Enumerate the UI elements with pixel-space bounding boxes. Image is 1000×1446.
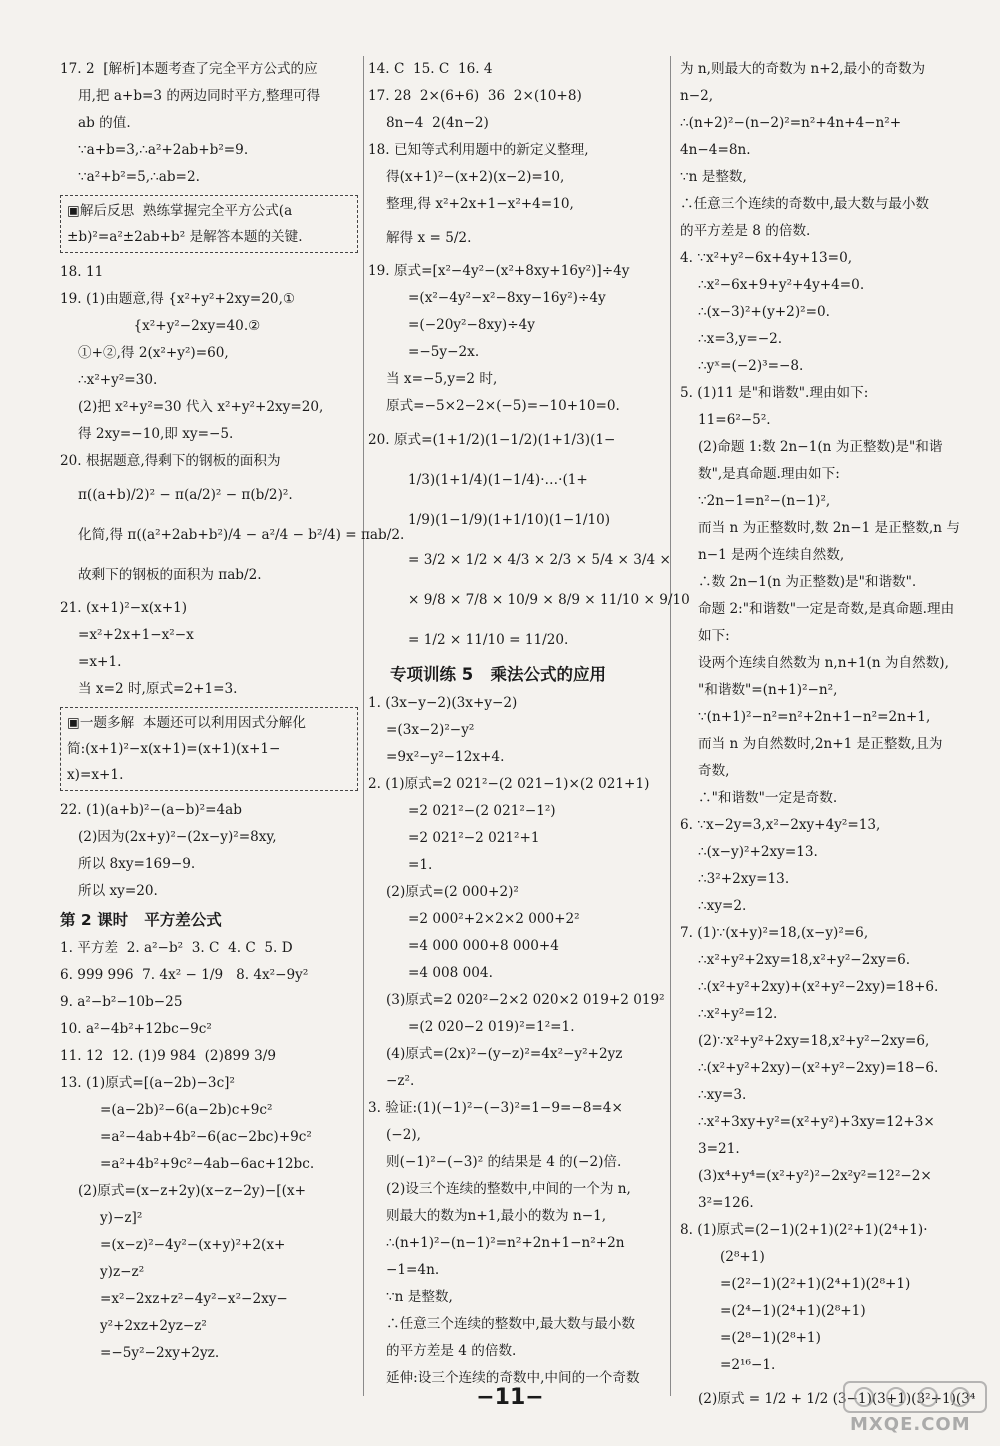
text-line: =−5y²−2xy+2yz. (100, 1345, 220, 1361)
text-line: 19. (1)由题意,得 {x²+y²+2xy=20,① (60, 291, 296, 307)
text-line: 1/9)(1−1/9)(1+1/10)(1−1/10) (408, 512, 611, 528)
text-line: 当 x=2 时,原式=2+1=3. (78, 681, 238, 697)
mid-block-1 (368, 56, 690, 660)
reflection-note-box (60, 195, 358, 253)
text-line: =(2⁴−1)(2⁴+1)(2⁸+1) (720, 1303, 866, 1319)
text-line: 则(−1)²−(−3)² 的结果是 4 的(−2)倍. (386, 1154, 622, 1170)
text-line: =−5y−2x. (408, 344, 480, 360)
text-line: ∴(x²+y²+2xy)+(x²+y²−2xy)=18+6. (698, 979, 939, 995)
text-line: 17. 28 2×(6+6) 36 2×(10+8) (368, 88, 582, 104)
text-line: 整理,得 x²+2x+1−x²+4=10, (386, 196, 574, 212)
text-line: =(x−z)²−4y²−(x+y)²+2(x+ (100, 1237, 286, 1253)
text-line: y²+2xz+2yz−z² (100, 1318, 207, 1334)
text-line: 21. (x+1)²−x(x+1) (60, 600, 188, 616)
text-line: (2)把 x²+y²=30 代入 x²+y²+2xy=20, (78, 399, 324, 415)
text-line: =x²−2xz+z²−4y²−x²−2xy− (100, 1291, 288, 1307)
text-line: 数",是真命题.理由如下: (698, 466, 840, 482)
text-line: × 9/8 × 7/8 × 10/9 × 8/9 × 11/10 × 9/10 (408, 592, 690, 608)
text-line: 的平方差是 8 的倍数. (680, 223, 811, 239)
text-line: ①+②,得 2(x²+y²)=60, (78, 345, 229, 361)
text-line: 3²=126. (698, 1195, 754, 1211)
text-line: 如下: (698, 628, 730, 644)
text-line: (2)设三个连续的整数中,中间的一个为 n, (386, 1181, 631, 1197)
text-line: 化简,得 π((a²+2ab+b²)/4 − a²/4 − b²/4) = πab/2. (78, 527, 405, 543)
text-line: =(2 020−2 019)²=1²=1. (408, 1019, 575, 1035)
text-line: ∵2n−1=n²−(n−1)², (698, 493, 831, 509)
text-line: 而当 n 为自然数时,2n+1 是正整数,且为 (698, 736, 943, 752)
text-line: 原式=−5×2−2×(−5)=−10+10=0. (386, 398, 620, 414)
text-line: π((a+b)/2)² − π(a/2)² − π(b/2)². (78, 487, 293, 503)
text-line: {x²+y²−2xy=40.② (60, 318, 261, 334)
text-line: ∴x=3,y=−2. (698, 331, 783, 347)
right-column (680, 56, 980, 1419)
text-line: (2)因为(2x+y)²−(2x−y)²=8xy, (78, 829, 277, 845)
text-line: 延伸:设三个连续的奇数中,中间的一个奇数 (386, 1370, 640, 1386)
text-line: (3)原式=2 020²−2×2 020×2 019+2 019² (386, 992, 665, 1008)
text-line: ∴x²+3xy+y²=(x²+y²)+3xy=12+3× (698, 1114, 935, 1130)
text-line: ∴xy=3. (698, 1087, 747, 1103)
note-line: x)=x+1. (67, 767, 124, 783)
text-line: 所以 xy=20. (78, 883, 158, 899)
text-line: ∴xy=2. (698, 898, 747, 914)
text-line: 9. a²−b²−10b−25 (60, 994, 183, 1010)
text-line: 当 x=−5,y=2 时, (386, 371, 498, 387)
text-line: 2. (1)原式=2 021²−(2 021−1)×(2 021+1) (368, 776, 650, 792)
text-line: 18. 已知等式利用题中的新定义整理, (368, 142, 589, 158)
text-line: 14. C 15. C 16. 4 (368, 61, 493, 77)
text-line: ∴数 2n−1(n 为正整数)是"和谐数". (698, 574, 917, 590)
text-line: 8n−4 2(4n−2) (386, 115, 489, 131)
text-line: 19. 原式=[x²−4y²−(x²+8xy+16y²)]÷4y (368, 263, 630, 279)
text-line: ∴任意三个连续的奇数中,最大数与最小数 (680, 196, 930, 212)
text-line: (3)x⁴+y⁴=(x²+y²)²−2x²y²=12²−2× (698, 1168, 932, 1184)
text-line: n−2, (680, 88, 714, 104)
text-line: ∵a²+b²=5,∴ab=2. (78, 169, 200, 185)
text-line: ∴x²+y²+2xy=18,x²+y²−2xy=6. (698, 952, 911, 968)
text-line: 3=21. (698, 1141, 740, 1157)
text-line: ∴x²+y²=30. (78, 372, 158, 388)
text-line: (2)原式 = 1/2 + 1/2 (3−1)(3+1)(3²+1)(3⁴ (698, 1391, 976, 1407)
text-line: (2)原式=(2 000+2)² (386, 884, 519, 900)
text-line: ∴(n+2)²−(n−2)²=n²+4n+4−n²+ (680, 115, 902, 131)
text-line: ∵a+b=3,∴a²+2ab+b²=9. (78, 142, 249, 158)
text-line: 4n−4=8n. (680, 142, 751, 158)
text-line: =(3x−2)²−y² (386, 722, 475, 738)
note-line: ±b)²=a²±2ab+b² 是解答本题的关键. (67, 229, 303, 245)
text-line: 3. 验证:(1)(−1)²−(−3)²=1−9=−8=4× (368, 1100, 623, 1116)
text-line: =a²−4ab+4b²−6(ac−2bc)+9c² (100, 1129, 312, 1145)
text-line: 5. (1)11 是"和谐数".理由如下: (680, 385, 869, 401)
text-line: 7. (1)∵(x+y)²=18,(x−y)²=6, (680, 925, 869, 941)
text-line: 所以 8xy=169−9. (78, 856, 196, 872)
text-line: =2 021²−2 021²+1 (408, 830, 540, 846)
text-line: 18. 11 (60, 264, 104, 280)
left-block-3 (60, 797, 358, 905)
text-line: =a²+4b²+9c²−4ab−6ac+12bc. (100, 1156, 315, 1172)
text-line: 而当 n 为正整数时,数 2n−1 是正整数,n 与 (698, 520, 960, 536)
middle-column (368, 56, 690, 1392)
text-line: ∴(n+1)²−(n−1)²=n²+2n+1−n²+2n (386, 1235, 625, 1251)
text-line: =1. (408, 857, 433, 873)
text-line: 8. (1)原式=(2−1)(2+1)(2²+1)(2⁴+1)· (680, 1222, 928, 1238)
text-line: −1=4n. (386, 1262, 440, 1278)
text-line: 6. 999 996 7. 4x² − 1/9 8. 4x²−9y² (60, 967, 309, 983)
text-line: 11=6²−5². (698, 412, 771, 428)
text-line: = 3/2 × 1/2 × 4/3 × 2/3 × 5/4 × 3/4 × (408, 552, 671, 568)
text-line: ∴(x−y)²+2xy=13. (698, 844, 818, 860)
column-divider-right (670, 56, 671, 1396)
left-block-1 (60, 56, 358, 191)
text-line: 10. a²−4b²+12bc−9c² (60, 1021, 212, 1037)
alternative-solution-box (60, 707, 358, 791)
watermark-text: MXQE.COM (850, 1414, 971, 1435)
text-line: 6. ∵x−2y=3,x²−2xy+4y²=13, (680, 817, 881, 833)
text-line: =(−20y²−8xy)÷4y (408, 317, 535, 333)
text-line: (2⁸+1) (720, 1249, 765, 1265)
text-line: ∵n 是整数, (386, 1289, 453, 1305)
left-column (60, 56, 405, 1367)
text-line: (2)命题 1:数 2n−1(n 为正整数)是"和谐 (698, 439, 943, 455)
text-line: 1. (3x−y−2)(3x+y−2) (368, 695, 518, 711)
text-line: =2 000²+2×2×2 000+2² (408, 911, 580, 927)
text-line: =(x²−4y²−x²−8xy−16y²)÷4y (408, 290, 606, 306)
text-line: =4 008 004. (408, 965, 493, 981)
text-line: 解得 x = 5/2. (386, 230, 472, 246)
text-line: =x+1. (78, 654, 122, 670)
text-line: 11. 12 12. (1)9 984 (2)899 3/9 (60, 1048, 277, 1064)
text-line: ∴x²+y²=12. (698, 1006, 778, 1022)
text-line: ∵n 是整数, (680, 169, 747, 185)
text-line: =9x²−y²−12x+4. (386, 749, 505, 765)
text-line: 为 n,则最大的奇数为 n+2,最小的奇数为 (680, 61, 926, 77)
text-line: 22. (1)(a+b)²−(a−b)²=4ab (60, 802, 242, 818)
text-line: =2¹⁶−1. (720, 1357, 776, 1373)
text-line: =(2²−1)(2²+1)(2⁴+1)(2⁸+1) (720, 1276, 911, 1292)
text-line: 设两个连续自然数为 n,n+1(n 为自然数), (698, 655, 949, 671)
text-line: ∴"和谐数"一定是奇数. (698, 790, 838, 806)
text-line: n−1 是两个连续自然数, (698, 547, 845, 563)
section-heading: 专项训练 5 乘法公式的应用 (390, 665, 606, 684)
text-line: ab 的值. (78, 115, 131, 131)
text-line: 1. 平方差 2. a²−b² 3. C 4. C 5. D (60, 940, 293, 956)
text-line: y)−z]² (100, 1210, 143, 1226)
left-block-4 (60, 935, 358, 1367)
text-line: ∴(x−3)²+(y+2)²=0. (698, 304, 830, 320)
text-line: 20. 根据题意,得剩下的钢板的面积为 (60, 453, 281, 469)
text-line: −z². (386, 1073, 415, 1089)
text-line: 1/3)(1+1/4)(1−1/4)·…·(1+ (408, 472, 588, 488)
text-line: =2 021²−(2 021²−1²) (408, 803, 556, 819)
text-line: =x²+2x+1−x²−x (78, 627, 194, 643)
note-line: ▣一题多解 本题还可以利用因式分解化 (67, 715, 306, 731)
text-line: y)z−z² (100, 1264, 145, 1280)
text-line: 4. ∵x²+y²−6x+4y+13=0, (680, 250, 853, 266)
text-line: (2)∵x²+y²+2xy=18,x²+y²−2xy=6, (698, 1033, 930, 1049)
text-line: ∴x²−6x+9+y²+4y+4=0. (698, 277, 865, 293)
text-line: 用,把 a+b=3 的两边同时平方,整理可得 (78, 88, 321, 104)
text-line: =(a−2b)²−6(a−2b)c+9c² (100, 1102, 273, 1118)
text-line: =4 000 000+8 000+4 (408, 938, 559, 954)
text-line: 故剩下的钢板的面积为 πab/2. (78, 567, 262, 583)
text-line: ∴(x²+y²+2xy)−(x²+y²−2xy)=18−6. (698, 1060, 939, 1076)
mid-block-2 (368, 690, 664, 1392)
text-line: =(2⁸−1)(2⁸+1) (720, 1330, 821, 1346)
text-line: ∵(n+1)²−n²=n²+2n+1−n²=2n+1, (698, 709, 931, 725)
text-line: "和谐数"=(n+1)²−n², (698, 682, 838, 698)
section-heading: 第 2 课时 平方差公式 (60, 911, 222, 929)
text-line: (2)原式=(x−z+2y)(x−z−2y)−[(x+ (78, 1183, 306, 1199)
left-block-2 (60, 259, 405, 703)
text-line: (4)原式=(2x)²−(y−z)²=4x²−y²+2yz (386, 1046, 623, 1062)
text-line: ∴3²+2xy=13. (698, 871, 790, 887)
text-line: 得(x+1)²−(x+2)(x−2)=10, (386, 169, 565, 185)
text-line: = 1/2 × 11/10 = 11/20. (408, 632, 569, 648)
text-line: 命题 2:"和谐数"一定是奇数,是真命题.理由 (698, 601, 955, 617)
text-line: (−2), (386, 1127, 421, 1143)
page-number: −11− (476, 1385, 544, 1410)
column-divider-left (363, 56, 364, 1396)
text-line: 20. 原式=(1+1/2)(1−1/2)(1+1/3)(1− (368, 432, 616, 448)
text-line: 的平方差是 4 的倍数. (386, 1343, 517, 1359)
text-line: 13. (1)原式=[(a−2b)−3c]² (60, 1075, 235, 1091)
text-line: 奇数, (698, 763, 730, 779)
text-line: ∴任意三个连续的整数中,最大数与最小数 (386, 1316, 636, 1332)
text-line: ∴yˣ=(−2)³=−8. (698, 358, 804, 374)
note-line: ▣解后反思 熟练掌握完全平方公式(a (67, 203, 293, 219)
text-line: 得 2xy=−10,即 xy=−5. (78, 426, 234, 442)
text-line: 则最大的数为n+1,最小的数为 n−1, (386, 1208, 607, 1224)
watermark-logo (840, 1380, 990, 1436)
text-line: 17. 2 [解析]本题考查了完全平方公式的应 (60, 61, 318, 77)
note-line: 简:(x+1)²−x(x+1)=(x+1)(x+1− (67, 741, 281, 757)
